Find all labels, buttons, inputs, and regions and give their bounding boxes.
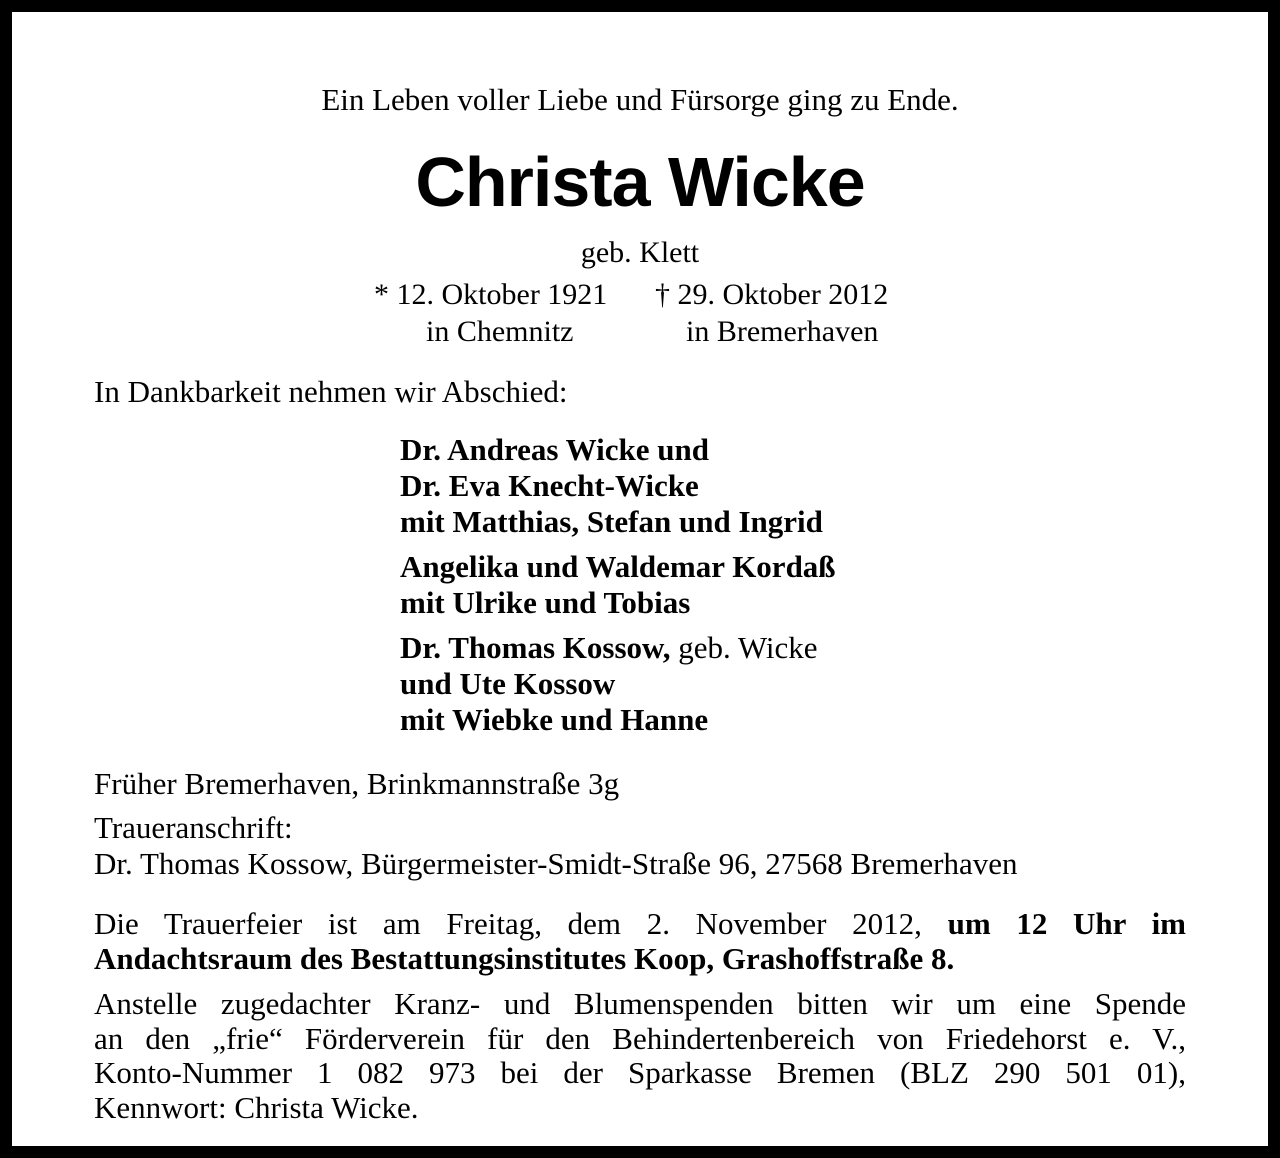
service-info [94, 907, 1186, 976]
birth-date: * 12. Oktober 1921 [374, 278, 608, 311]
deceased-name: Christa Wicke [415, 143, 865, 221]
service-line-1 [94, 907, 1186, 942]
mourning-address-label: Traueranschrift: [94, 810, 293, 845]
family-line: mit Wiebke und Hanne [400, 702, 709, 737]
birth-place: in Chemnitz [426, 315, 574, 348]
donation-line: Kennwort: Christa Wicke. [94, 1089, 419, 1125]
family-name: Dr. Thomas Kossow, [400, 630, 671, 665]
family-line: und Ute Kossow [400, 666, 616, 701]
donation-line: Konto-Nummer 1 082 973 bei der Sparkasse Bremen (BLZ 290 501 01), [94, 1055, 1186, 1090]
family-line: Dr. Andreas Wicke und [400, 432, 709, 467]
death-date: † 29. Oktober 2012 [655, 278, 889, 311]
donation-line: Anstelle zugedachter Kranz- und Blumenspenden bitten wir um eine Spende [94, 986, 1186, 1021]
service-time: um 12 Uhr im [947, 906, 1186, 941]
family-line: mit Ulrike und Tobias [400, 585, 691, 620]
family-line: Dr. Eva Knecht-Wicke [400, 468, 699, 503]
mourning-address: Dr. Thomas Kossow, Bürgermeister-Smidt-Straße 96, 27568 Bremerhaven [94, 846, 1018, 881]
intro-line: Ein Leben voller Liebe und Fürsorge ging zu Ende. [321, 82, 959, 117]
family-note: geb. Wicke [670, 630, 818, 665]
donation-line: an den „frie“ Förderverein für den Behindertenbereich von Friedehorst e. V., [94, 1020, 1186, 1056]
donation-info [94, 987, 1186, 1125]
former-address: Früher Bremerhaven, Brinkmannstraße 3g [94, 766, 620, 801]
death-place: in Bremerhaven [686, 315, 879, 348]
family-line: mit Matthias, Stefan und Ingrid [400, 504, 823, 539]
service-text: Die Trauerfeier ist am Freitag, dem 2. November 2012, [94, 906, 922, 941]
maiden-name: geb. Klett [580, 236, 700, 269]
farewell-line: In Dankbarkeit nehmen wir Abschied: [94, 374, 568, 409]
service-line-2: Andachtsraum des Bestattungsinstitutes Koop, Grashoffstraße 8. [94, 940, 955, 976]
family-line: Angelika und Waldemar Kordaß [400, 549, 836, 584]
family-line-thomas [400, 630, 818, 666]
